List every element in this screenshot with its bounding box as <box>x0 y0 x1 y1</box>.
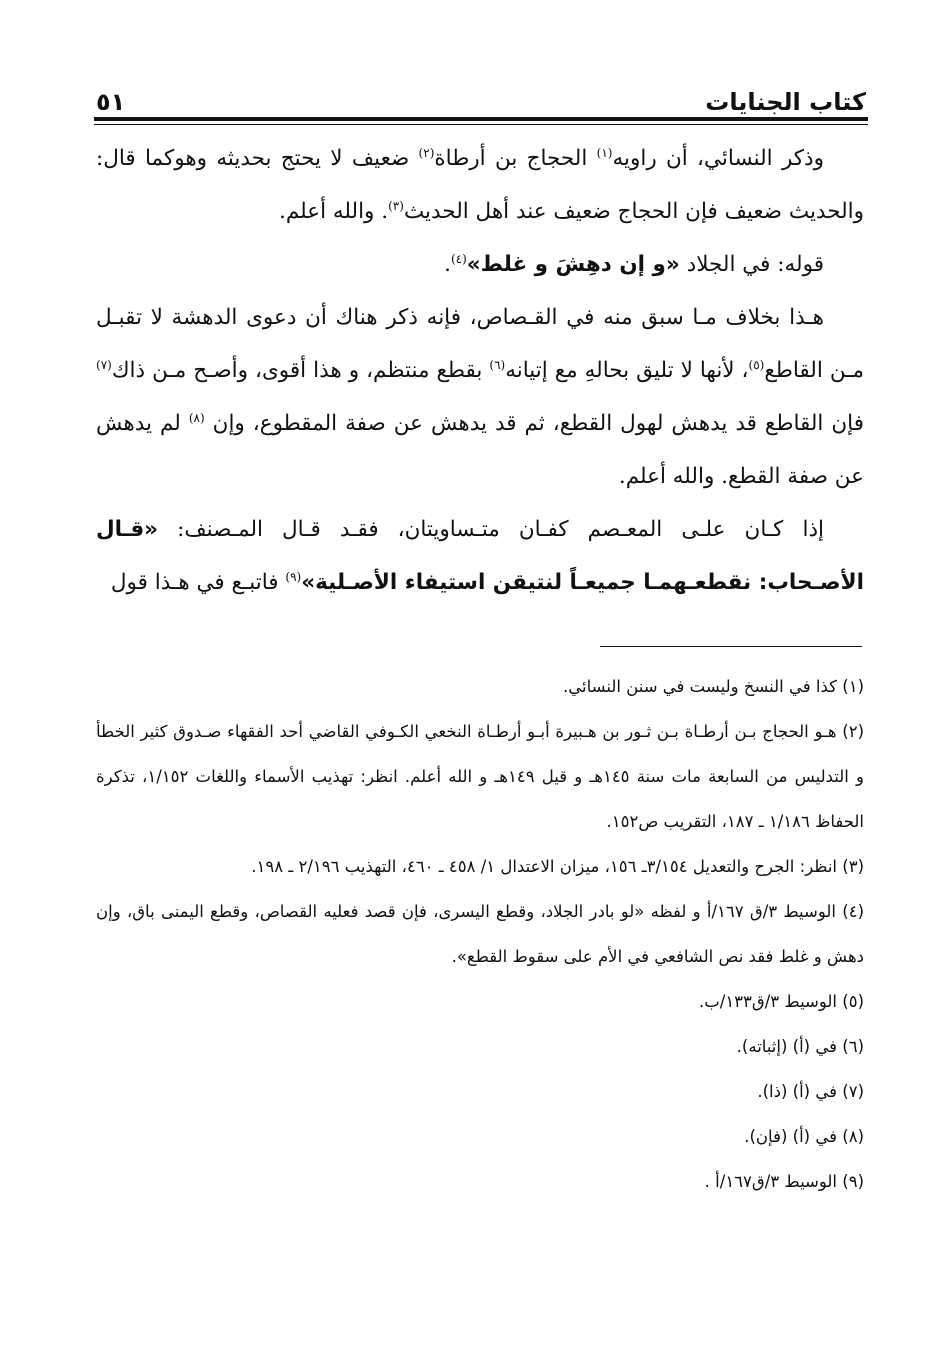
page-number: ٥١ <box>96 88 126 116</box>
footnote-3: (٣) انظر: الجرح والتعديل ٣/١٥٤ـ ١٥٦، ميزان الاعتدال ١/ ٤٥٨ ـ ٤٦٠، التهذيب ٢/١٩٦ ـ ١٩٨. <box>251 857 864 876</box>
footnote-1: (١) كذا في النسخ وليست في سنن النسائي. <box>563 677 864 696</box>
footnote-separator <box>600 646 862 647</box>
footnote-ref-2[interactable]: (٢) <box>418 145 435 160</box>
header-rule-thin <box>94 124 868 125</box>
paragraph-1: وذكر النسائي، أن راويه$^{(١)}$ الحجاج بن أرطاة$^{(٢)}$ ضعيف لا يحتج بحديثه وهوكما قال: والحديث ضعيف فإن الحجاج ضعيف عند أهل الحديث$^{(٣)}$. والله أعلم. <box>96 145 864 224</box>
quoted-text: «قـال الأصـحاب: نقطعـهمـا جميعـاً لنتيقن استيفاء الأصـلية» <box>96 517 864 595</box>
paragraph-4: إذا كـان علـى المعـصم كفـان متـساويتان، فقـد قـال المـصنف: «قـال الأصـحاب: نقطعـهمـا جميعـاً لنتيقن استيفاء الأصـلية»$^{(٩)}$ فاتبـع في هـذا قول <box>96 517 864 595</box>
footnote-9: (٩) الوسيط ٣/ق١٦٧/أ . <box>704 1172 864 1191</box>
footnote-ref-7[interactable]: (٧) <box>96 357 112 372</box>
footnote-6: (٦) في (أ) (إثباته). <box>736 1037 864 1056</box>
paragraph-3: هـذا بخلاف مـا سبق منه في القـصاص، فإنه ذكر هناك أن دعوى الدهشة لا تقبـل مـن القاطع$^{(٥)}$، لأنها لا تليق بحالهِ مع إتيانه$^{(٦)}$ بقطع منتظم، و هذا أقوى، وأصـح مـن ذاك$^{(٧)}$ فإن القاطع قد يدهش لهول القطع، ثم قد يدهش عن صفة المقطوع، وإن $^{(٨)}$ لم يدهش عن صفة القطع. والله أعلم. <box>96 305 865 489</box>
page-header <box>96 72 866 116</box>
footnote-7: (٧) في (أ) (ذا). <box>757 1082 864 1101</box>
paragraph-2: قوله: في الجلاد «و إن دهِشَ و غلط»$^{(٤)}$. <box>444 251 824 277</box>
footnote-8: (٨) في (أ) (فإن). <box>744 1127 864 1146</box>
footnote-ref-5[interactable]: (٥) <box>748 357 765 372</box>
footnote-4: (٤) الوسيط ٣/ق ١٦٧/أ و لفظه «لو بادر الجلاد، وقطع اليسرى، فإن قصد فعليه القصاص، وقطع اليمنى باق، وإن دهش و غلط فقد نص الشافعي في الأم على سقوط القطع». <box>96 902 864 966</box>
footnote-5: (٥) الوسيط ٣/ق١٣٣/ب. <box>698 992 864 1011</box>
footnote-ref-1[interactable]: (١) <box>596 145 613 160</box>
footnote-ref-9[interactable]: (٩) <box>285 569 302 584</box>
footnote-ref-3[interactable]: (٣) <box>388 198 404 213</box>
footnote-ref-6[interactable]: (٦) <box>489 357 506 372</box>
footnotes <box>96 664 864 1204</box>
footnote-ref-4[interactable]: (٤) <box>450 251 467 266</box>
header-rule-thick <box>94 117 868 121</box>
footnote-ref-8[interactable]: (٨) <box>188 410 205 425</box>
quoted-text: «و إن دهِشَ و غلط» <box>466 252 680 277</box>
running-title: كتاب الجنايات <box>705 88 866 116</box>
main-text <box>96 132 864 609</box>
footnote-2: (٢) هـو الحجاج بـن أرطـاة بـن ثـور بن هـبيرة أبـو أرطـاة النخعي الكـوفي القاضي أحد الفقهاء صـدوق كثير الخطأ و التدليس من السابعة مات سنة ١٤٥هـ و قيل ١٤٩هـ و الله أعلم. انظر: تهذيب الأسماء واللغات ١/١٥٢، تذكرة الحفاظ ١/١٨٦ ـ ١٨٧، التقريب ص١٥٢. <box>96 722 865 831</box>
